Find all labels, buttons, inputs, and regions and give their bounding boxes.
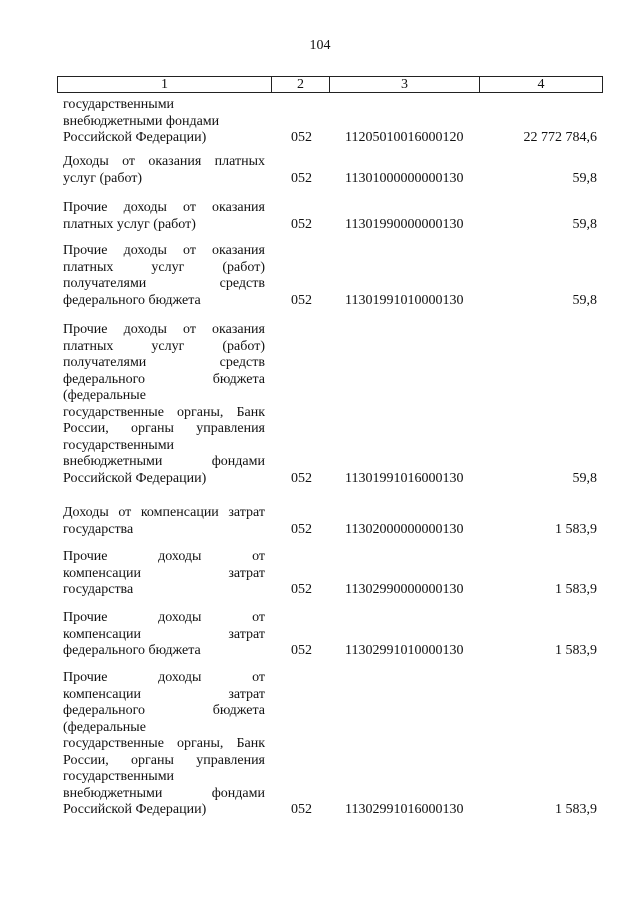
header-col-3: 3 [330, 77, 480, 92]
budget-classification-code: 11302991010000130 [345, 643, 464, 658]
header-col-4: 4 [537, 77, 545, 92]
description-line: услуг (работ) [63, 170, 143, 186]
row-description [63, 154, 265, 187]
description-line: внебюджетными фондами [63, 113, 220, 129]
description-line: государственными [63, 437, 175, 453]
budget-classification-code: 11301990000000130 [345, 216, 464, 232]
description-line: (федеральные [63, 719, 146, 735]
admin-code: 052 [291, 292, 312, 308]
amount-value: 1 583,9 [555, 802, 597, 817]
admin-code: 052 [291, 130, 312, 145]
amount-value: 59,8 [572, 216, 597, 232]
description-line: внебюджетными фондами [63, 785, 265, 801]
amount-value: 59,8 [572, 292, 597, 308]
admin-code: 052 [291, 582, 312, 597]
description-line: государства [63, 582, 134, 597]
description-line: платных услуг (работ) [63, 216, 196, 232]
amount-value: 1 583,9 [555, 582, 597, 597]
description-line: (федеральные [63, 388, 146, 403]
description-line: России, органы управления [63, 421, 265, 436]
amount-value: 59,8 [572, 170, 597, 186]
description-line: государственными [63, 97, 175, 112]
budget-classification-code: 11302990000000130 [345, 582, 464, 597]
table-row [0, 322, 640, 487]
description-line: государственные органы, Банк [63, 736, 265, 751]
table-row [0, 243, 640, 309]
header-col-2: 2 [272, 77, 330, 92]
row-description [63, 322, 265, 487]
description-line: получателями средств [63, 355, 265, 370]
description-line: Российской Федерации) [63, 130, 207, 145]
description-line: России, органы управления [63, 752, 265, 768]
amount-value: 1 583,9 [555, 643, 597, 658]
description-line: Российской Федерации) [63, 470, 207, 486]
admin-code: 052 [291, 521, 312, 537]
table-row [0, 670, 640, 819]
description-line: компенсации затрат [63, 686, 265, 702]
description-line: Прочие доходы от оказания [63, 322, 265, 337]
description-line: федерального бюджета [63, 371, 265, 387]
page-number: 104 [309, 38, 331, 53]
row-description [63, 549, 265, 599]
admin-code: 052 [291, 216, 312, 232]
description-line: Прочие доходы от [63, 670, 265, 685]
description-line: Доходы от оказания платных [63, 154, 265, 169]
table-row [0, 505, 640, 538]
budget-classification-code: 11301991016000130 [345, 470, 464, 486]
table-row [0, 154, 640, 187]
description-line: Прочие доходы от [63, 610, 265, 625]
row-description [63, 97, 265, 147]
table-row [0, 549, 640, 599]
description-line: государства [63, 521, 134, 537]
budget-classification-code: 11302000000000130 [345, 521, 464, 537]
description-line: компенсации затрат [63, 626, 265, 642]
description-line: компенсации затрат [63, 565, 265, 581]
description-line: платных услуг (работ) [63, 338, 265, 354]
admin-code: 052 [291, 643, 312, 658]
row-description [63, 200, 265, 233]
description-line: Прочие доходы от оказания [63, 243, 265, 258]
description-line: федерального бюджета [63, 703, 265, 718]
description-line: Российской Федерации) [63, 802, 207, 817]
header-col-1: 1 [58, 77, 272, 92]
description-line: государственными [63, 769, 175, 784]
budget-classification-code: 11301000000000130 [345, 170, 464, 186]
description-line: федерального бюджета [63, 643, 201, 658]
budget-classification-code: 11302991016000130 [345, 802, 464, 817]
row-description [63, 505, 265, 538]
row-description [63, 610, 265, 660]
description-line: внебюджетными фондами [63, 454, 265, 469]
description-line: Прочие доходы от [63, 549, 265, 564]
admin-code: 052 [291, 802, 312, 817]
description-line: Прочие доходы от оказания [63, 200, 265, 215]
budget-classification-code: 11205010016000120 [345, 130, 464, 145]
admin-code: 052 [291, 170, 312, 186]
table-row [0, 97, 640, 147]
table-header [57, 76, 603, 93]
amount-value: 59,8 [572, 470, 597, 486]
budget-classification-code: 11301991010000130 [345, 292, 464, 308]
description-line: Доходы от компенсации затрат [63, 505, 265, 520]
row-description [63, 243, 265, 309]
description-line: платных услуг (работ) [63, 259, 265, 275]
description-line: получателями средств [63, 276, 265, 291]
amount-value: 1 583,9 [555, 521, 597, 537]
amount-value: 22 772 784,6 [523, 130, 597, 145]
description-line: государственные органы, Банк [63, 404, 265, 420]
row-description [63, 670, 265, 819]
description-line: федерального бюджета [63, 292, 201, 308]
table-row [0, 610, 640, 660]
admin-code: 052 [291, 470, 312, 486]
table-row [0, 200, 640, 233]
